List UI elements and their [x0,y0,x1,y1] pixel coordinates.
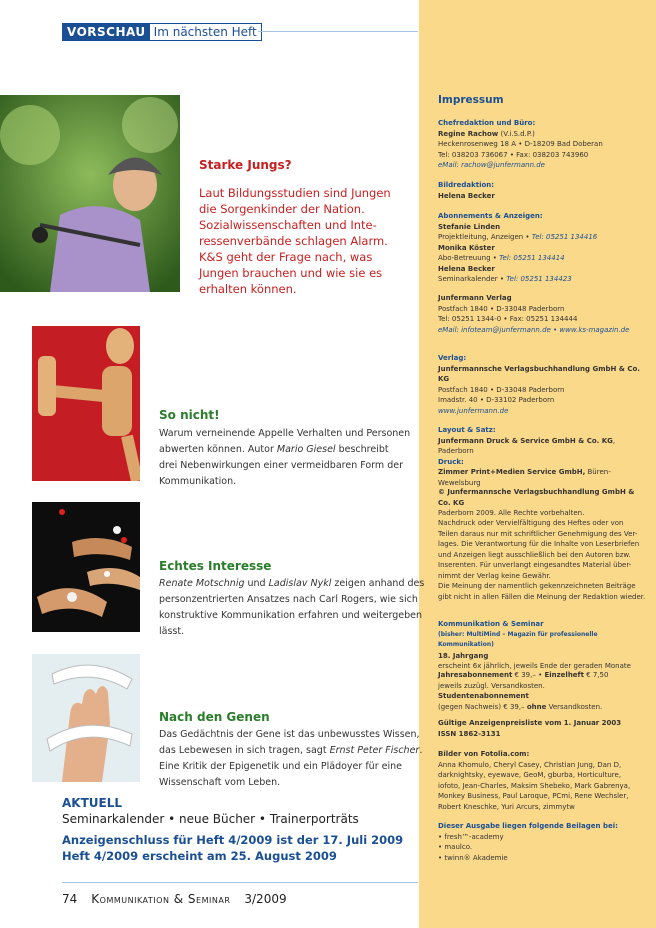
article-line: Sozialwissenschaften und Inte- [199,218,377,232]
impressum-beilagen [438,821,648,863]
section-subtitle: Im nächsten Heft [150,24,261,40]
article-line: Laut Bildungsstudien sind Jungen [199,186,391,200]
aktuell-block [62,796,412,864]
impressum-verlag [438,353,648,416]
imp-name: Stefanie Linden [438,222,501,231]
article-line: drei Nebenwirkungen einer vermeidbaren Form der [159,460,403,471]
article-body-so-nicht [159,426,410,490]
imp-line: Tel: 038203 736067 • Fax: 038203 743960 [438,150,589,159]
imp-line [438,232,648,243]
page-number: 74 [62,892,78,906]
impressum-junfermann-verlag [438,293,648,335]
text-span: abwerten können. Autor [159,444,277,455]
author-name: Ernst Peter Fischer [329,745,420,756]
article-line [159,576,424,592]
article-line: Wissenschaft vom Leben. [159,777,281,788]
imp-text: (V.i.S.d.P.) [498,129,535,138]
author-name: Mario Giesel [276,444,336,455]
imp-line: Paderborn 2009. Alle Rechte vorbehalten. [438,509,585,517]
anzeige-line: Heft 4/2009 erscheint am 25. August 2009 [62,849,337,863]
imp-name: Monika Köster [438,243,495,252]
imp-line: Tel: 05251 1344-0 • Fax: 05251 134444 [438,315,578,323]
article-body-echtes-interesse [159,576,424,640]
imp-heading: Chefredaktion und Büro: [438,119,536,127]
text-span: und [244,578,269,589]
imp-line: Postfach 1840 • D-33048 Paderborn [438,304,565,313]
article-line: K&S geht der Frage nach, was [199,250,373,264]
imp-name: Zimmer Print+Medien Service GmbH, [438,468,586,476]
imp-text: Abo-Betreuung • [438,254,500,262]
imp-line: gibt nicht in allen Fällen die Meinung der Redaktion wieder. [438,592,646,601]
article-line: personzentrierten Ansatzes nach Carl Rogers, wie sich [159,594,418,605]
photo-mannequin-image [32,326,140,481]
imp-heading: Bildredaktion: [438,181,495,189]
aktuell-text: Seminarkalender • neue Bücher • Trainerporträts [62,812,359,826]
imp-name: Helena Becker [438,191,495,200]
photo-hand-dna [32,654,140,782]
imp-name: Jahresabonnement [438,671,513,679]
text-span: das Lebewesen in sich tragen, sagt [159,745,330,756]
imp-line: • fresh™-academy [438,832,504,841]
imp-line [438,436,648,457]
imp-line: • twinn® Akademie [438,853,508,862]
impressum-abonnements [438,211,648,285]
impressum-preise [438,670,648,712]
imp-line: Teilen daraus nur mit schriftlicher Genehmigung des Ver- [438,529,638,538]
article-line: Jungen brauchen und wie sie es [199,266,383,280]
article-title-starke-jungs: Starke Jungs? [199,158,292,172]
imp-heading: Kommunikation & Seminar [438,620,544,628]
imp-line: iofoto, Jean-Charles, Maksim Shebeko, Mark Gabrenya, [438,781,631,790]
impressum-legal [438,518,648,602]
imp-text: Projektleitung, Anzeigen • [438,233,532,241]
imp-name: Studentenabonnement [438,692,529,700]
anzeige-block [62,832,412,864]
imp-line: Anna Khomulo, Cheryl Casey, Christian Jung, Dan D, [438,760,622,769]
imp-name: 18. Jahrgang [438,651,489,660]
page-footer [62,892,287,906]
impressum-copyright [438,487,648,519]
photo-hand-dna-image [32,654,140,782]
article-line: erhalten können. [199,282,297,296]
article-line: Warum verneinende Appelle Verhalten und Personen [159,428,411,439]
imp-line: nimmt der Verlag keine Gewähr. [438,571,551,580]
imp-line [438,467,648,488]
imp-line: Inserenten. Für unverlangt eingesandtes Material über- [438,561,632,569]
section-header [62,23,262,41]
author-name: Ladislav Nykl [268,578,332,589]
imp-text: € 7,50 [583,671,609,679]
impressum-chefredaktion [438,118,648,171]
article-line: lässt. [159,626,185,637]
imp-line [438,253,648,264]
imp-line [438,274,648,285]
imp-line: jeweils zuzügl. Versandkosten. [438,681,545,690]
imp-line [438,702,648,713]
article-line [159,442,410,458]
imp-text: Versandkosten. [546,702,603,711]
imp-name: Helena Becker [438,264,495,273]
imp-line: Robert Kneschke, Yuri Arcurs, zimmytw [438,802,575,811]
footer-rule [62,882,418,883]
imp-phone: Tel: 05251 134423 [506,275,572,283]
article-title-so-nicht: So nicht! [159,408,220,422]
imp-line: Monkey Business, Paul Laroque, PCmi, Rene Wechsler, [438,792,629,800]
article-body-starke-jungs [199,185,391,297]
imp-email: eMail: rachow@junfermann.de [438,161,545,169]
imp-phone: Tel: 05251 134414 [499,254,565,262]
imp-line: Die Meinung der namentlich gekennzeichneten Beiträge [438,582,636,590]
imp-name: Bilder von Fotolia.com: [438,750,530,758]
article-line: Kommunikation. [159,476,237,487]
section-label: VORSCHAU [63,24,150,40]
imp-text: Seminarkalender • [438,275,507,283]
article-body-nach-den-genen [159,727,422,791]
anzeige-line: Anzeigenschluss für Heft 4/2009 ist der 17. Juli 2009 [62,833,404,847]
imp-heading: Dieser Ausgabe liegen folgende Beilagen bei: [438,822,618,830]
photo-hands-balls [32,502,140,632]
impressum-layout-druck [438,425,648,488]
imp-line: Imadstr. 40 • D-33102 Paderborn [438,396,555,404]
imp-name: Junfermannsche Verlagsbuchhandlung GmbH & Co. KG [438,364,640,383]
imp-text: Büren-Wewelsburg [438,468,611,487]
imp-line: darknightsky, eyewave, GeoM, gburba, Horticulture, [438,771,622,779]
issue-number: 3/2009 [244,892,287,906]
imp-name: Regine Rachow [438,129,499,138]
imp-line: Heckenrosenweg 18 A • D-18209 Bad Doberan [438,140,603,148]
header-rule [258,31,418,32]
impressum-title: Impressum [438,94,504,106]
imp-heading: Layout & Satz: [438,426,496,434]
imp-text: € 39,– • [512,671,545,679]
imp-name: Gültige Anzeigenpreisliste vom 1. Januar 2003 [438,719,622,727]
impressum-anzeigenpreis [438,718,648,739]
imp-subheading: (bisher: MultiMind – Magazin für professionelle Kommunikation) [438,630,598,648]
article-title-echtes-interesse: Echtes Interesse [159,559,272,573]
imp-name: ISSN 1862-3131 [438,729,501,738]
text-span: . [419,745,423,756]
photo-girl-bike [0,95,180,292]
imp-line: lages. Die Verantwortung für die Inhalte von Leserbriefen [438,540,640,548]
imp-text: (gegen Nachweis) € 39,– [438,702,527,711]
article-line: Eine Kritik der Epigenetik und ein Plädoyer für eine [159,761,402,772]
article-line: Das Gedächtnis der Gene ist das unbewusstes Wissen, [159,729,420,740]
imp-heading: Druck: [438,457,464,466]
impressum-ks [438,619,648,672]
imp-name: Junfermann Verlag [438,294,512,302]
imp-text: , Paderborn [438,436,616,455]
imp-heading: Verlag: [438,354,467,362]
article-line: die Sorgenkinder der Nation. [199,202,365,216]
article-line [159,743,422,759]
imp-line [438,670,648,681]
imp-name: ohne [526,702,547,711]
photo-hands-balls-image [32,502,140,632]
imp-email: eMail: infoteam@junfermann.de • www.ks-magazin.de [438,325,630,334]
imp-name: Junfermann Druck & Service GmbH & Co. KG [438,436,613,445]
imp-name: Einzelheft [544,671,584,679]
photo-mannequin [32,326,140,481]
imp-heading: Abonnements & Anzeigen: [438,212,543,220]
imp-phone: Tel: 05251 134416 [531,233,598,241]
author-name: Renate Motschnig [159,578,245,589]
imp-website: www.junfermann.de [438,406,509,415]
impressum-bildredaktion [438,180,648,201]
imp-name: © Junfermannsche Verlagsbuchhandlung GmbH & Co. KG [438,488,635,507]
imp-line: • maulco. [438,843,473,851]
magazine-name: Kommunikation & Seminar [91,892,231,906]
imp-line: erscheint 6x jährlich, jeweils Ende der geraden Monate [438,662,631,670]
article-line: ressenverbände schlagen Alarm. [199,234,388,248]
imp-line [438,129,648,140]
imp-line: Nachdruck oder Vervielfältigung des Heftes oder von [438,519,624,527]
photo-girl-bike-image [0,95,180,292]
imp-line: und Anzeigen liegt ausschließlich bei den Autoren bzw. [438,550,631,559]
article-line: konstruktive Kommunikation erfahren und weitergeben [159,610,423,621]
article-title-nach-den-genen: Nach den Genen [159,710,270,724]
text-span: beschreibt [335,444,389,455]
aktuell-title: AKTUELL [62,796,123,810]
impressum-bilder [438,749,648,812]
text-span: zeigen anhand des [331,578,425,589]
imp-line: Postfach 1840 • D-33048 Paderborn [438,385,565,394]
